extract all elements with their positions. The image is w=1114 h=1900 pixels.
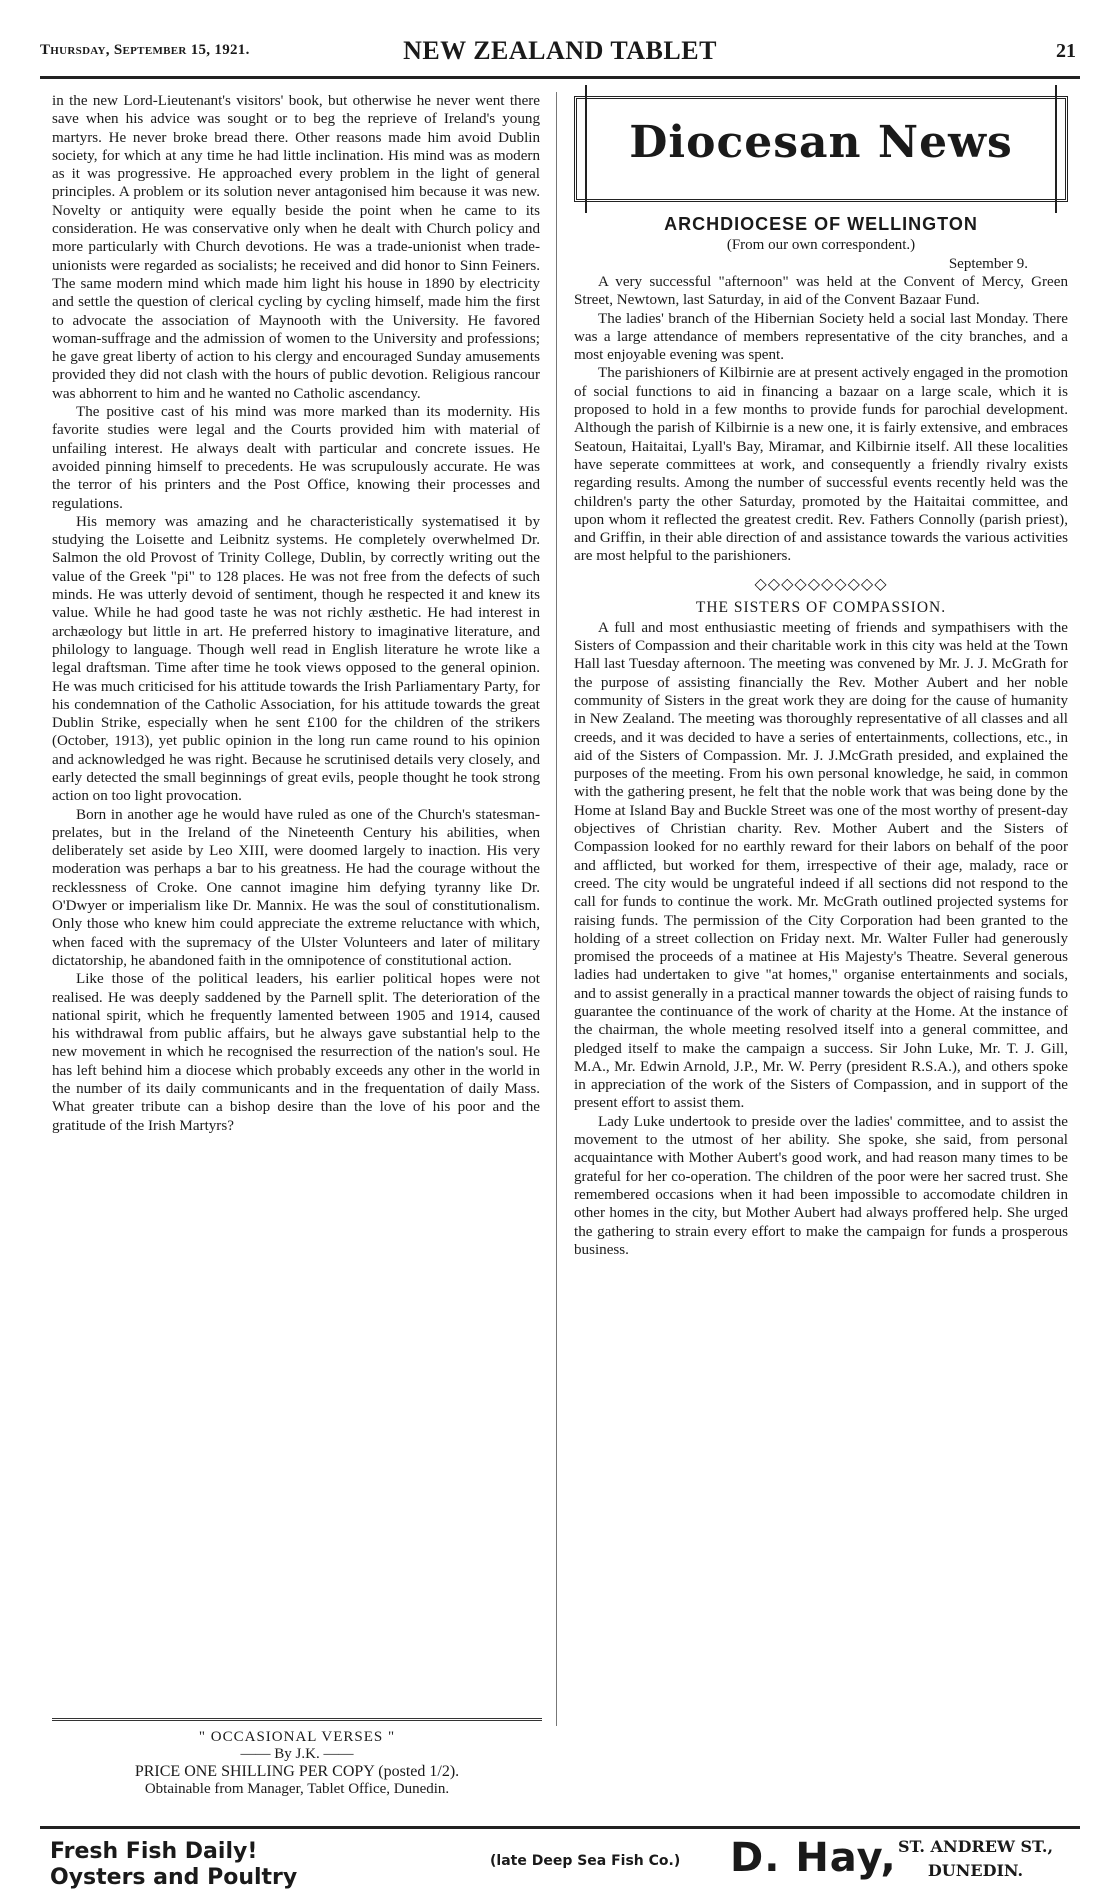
footer-line-fish: Fresh Fish Daily!: [50, 1839, 258, 1864]
advert-author: —— By J.K. ——: [240, 1746, 354, 1762]
left-column: [52, 92, 540, 1135]
news-paragraph: The ladies' branch of the Hibernian Society held a social last Monday. There was a large attendance of members representative of the city branches, and a most enjoyable evening was spent.: [574, 310, 1068, 364]
advert-title: " OCCASIONAL VERSES ": [198, 1729, 396, 1745]
column-divider: [556, 92, 557, 1726]
advert-price: PRICE ONE SHILLING PER COPY (posted 1/2).: [134, 1763, 460, 1780]
footer-city: DUNEDIN.: [927, 1861, 1024, 1880]
section-ornament: ◇◇◇◇◇◇◇◇◇◇: [754, 573, 888, 593]
newspaper-title: NEW ZEALAND TABLET: [403, 36, 717, 65]
news-paragraph: Lady Luke undertook to preside over the ladies' committee, and to assist the movement to the utmost of her ability. She spoke, she said, from personal acquaintance with Mother Aubert's good work, and had reason many times to be grateful for her co-operation. The children of the poor were her sacred trust. She remembered occasions when it had been impossible to accomodate children in other homes in the city, but Mother Aubert had always proffered help. She urged the gathering to strain every effort to make the campaign for funds a prosperous business.: [574, 1113, 1068, 1258]
diocesan-news-title: Diocesan News: [629, 117, 1013, 168]
footer-address: [898, 1835, 1053, 1883]
news-paragraph: A full and most enthusiastic meeting of friends and sympathisers with the Sisters of Compassion and their charitable work in this city was held at the Town Hall last Tuesday afternoon. The meeting was convened by Mr. J. J. McGrath for the purpose of assisting financially the Rev. Mother Aubert and her noble community of Sisters in the great work they are doing for the cause of humanity in New Zealand. The meeting was thoroughly representative of all classes and all creeds, and it was decided to have a series of entertainments, collections, etc., in aid of the Sisters of Compassion. Mr. J. J.McGrath presided, and explained the purposes of the meeting. From his own personal knowledge, he said, in common with the gathering present, he felt that the noble work that was being done by the Home at Island Bay and Buckle Street was one of the most worthy of present-day objectives of Christian charity. Rev. Mother Aubert and the Sisters of Compassion looked for no earthly reward for their labors on behalf of the poor and afflicted, but worked for them, irrespective of their age, malady, race or creed. The city would be ungrateful indeed if all sections did not respond to the call for funds to continue the work. Mr. McGrath outlined projected systems for raising funds. The permission of the City Corporation had been granted to the holding of a street collection on Friday next. Mr. Walter Fuller had generously promised the proceeds of a matinee at His Majesty's Theatre. Several generous ladies had undertaken to give "at homes," organise entertainments and socials, and to assist generally in a practical manner towards the object of raising funds to guarantee the continuance of the work of charity at the Home. At the instance of the chairman, the whole meeting resolved itself into a general committee, and pledged itself to make the campaign a success. Sir John Luke, Mr. T. J. Gill, M.A., Mr. Edwin Arnold, J.P., Mr. W. Perry (president R.S.A.), and others spoke in appreciation of the work of the Sisters of Compassion, and in support of the present effort to assist them.: [574, 619, 1068, 1112]
dateline: September 9.: [948, 256, 1028, 272]
diocesan-news-banner: [574, 96, 1068, 202]
masthead: [40, 36, 1080, 79]
footer-tagline: [50, 1839, 297, 1891]
issue-date: Thursday, September 15, 1921.: [40, 42, 250, 58]
article-paragraph: His memory was amazing and he characteristically systematised it by studying the Loisette and Leibnitz systems. He completely overwhelmed Dr. Salmon the old Provost of Trinity College, Dublin, by correctly writing out the value of the Greek "pi" to 128 places. He was not free from the defects of such minds. He was utterly devoid of sentiment, though he respected it and knew its value. While he had good taste he was not richly æsthetic. He had interest in archæology but little in art. He preferred history to imaginative literature, and philology to language. Though well read in English literature he wrote like a legal draftsman. Time after time he took views opposed to the general opinion. He was much criticised for his attitude towards the Irish Parliamentary Party, for his condemnation of the Catholic Association, for his attitude towards the great Dublin Strike, especially when he sent £100 for the children of the strikers (October, 1913), yet public opinion in the long run came round to his opinion and acknowledged he was right. Because he scrutinised details very closely, and early detected the small beginnings of great evils, people thought he took strong action on too light provocation.: [52, 513, 540, 805]
article-paragraph: Like those of the political leaders, his earlier political hopes were not realised. He was deeply saddened by the Parnell split. The deterioration of the national spirit, which he frequently lamented between 1905 and 1914, caused his withdrawal from public affairs, but he always gave substantial help to the new movement in which he recognised the resurrection of the nation's soul. He has left behind him a diocese which probably exceeds any other in the world in the number of its daily communicants and in the frequentation of daily Mass. What greater tribute can a bishop desire than the love of his poor and the gratitude of the Irish Martyrs?: [52, 971, 540, 1134]
footer-advert: [40, 1826, 1080, 1895]
footer-street: ST. ANDREW ST.,: [898, 1837, 1054, 1856]
news-paragraph: The parishioners of Kilbirnie are at present actively engaged in the promotion of social functions to aid in financing a bazaar on a large scale, which it is proposed to hold in a few months to provide funds for parochial development. Although the parish of Kilbirnie is a new one, it is fairly extensive, and embraces Seatoun, Haitaitai, Lyall's Bay, Miramar, and Kilbirnie itself. All these localities have seperate committees at work, and consequently a friendly rivalry exists regarding results. Among the number of successful events recently held was the children's party the other Saturday, promoted by the Haitaitai committee, and upon whom it reflected the greatest credit. Rev. Fathers Connolly (parish priest), and Griffin, in their able direction of and assistance towards the various activities are most helpful to the parishioners.: [574, 365, 1068, 565]
news-paragraph: A very successful "afternoon" was held at the Convent of Mercy, Green Street, Newtown, last Saturday, in aid of the Convent Bazaar Fund.: [574, 274, 1068, 309]
page-number: 21: [1056, 40, 1076, 62]
footer-business-name: D. Hay,: [730, 1835, 897, 1881]
footer-line-oysters: Oysters and Poultry: [50, 1865, 298, 1890]
article-paragraph: Born in another age he would have ruled as one of the Church's statesman-prelates, but in the Ireland of the Nineteenth Century his abilities, when deliberately set aside by Leo XIII, were doomed largely to inaction. His very moderation was perhaps a bar to his greatness. He had the courage without the recklessness of Croke. One cannot imagine him defying tyranny like Dr. O'Dwyer or imperialism like Dr. Mannix. He was the soul of constitutionalism. Only those who knew him could appreciate the extreme reluctance with which, when faced with the supremacy of the Ulster Volunteers and later of military dictatorship, he abandoned faith in the omnipotence of constitutional action.: [52, 806, 540, 969]
right-column: [574, 92, 1068, 1259]
advert-obtain: Obtainable from Manager, Tablet Office, Dunedin.: [144, 1781, 450, 1797]
occasional-verses-advert: [52, 1718, 542, 1798]
sisters-heading: THE SISTERS OF COMPASSION.: [695, 598, 947, 616]
article-paragraph: The positive cast of his mind was more marked than its modernity. His favorite studies were legal and the Courts provided him with material of unfailing interest. He always dealt with particular and concrete issues. He avoided pinning himself to precedents. He was scrupulously accurate. He was the terror of his printers and the Post Office, knowing their processes and regulations.: [52, 404, 540, 512]
article-paragraph: in the new Lord-Lieutenant's visitors' book, but otherwise he never went there save when his advice was sought or to beg the reprieve of Ireland's young martyrs. He never broke bread there. Other reasons made him avoid Dublin society, for which at any time he had little inclination. His mind was as modern as it was progressive. He approached every problem in the light of general principles. A problem or its solution never antagonised him because it was new. Novelty or antiquity were equally beside the point when he came to its consideration. He was conservative only when he dealt with Church policy and more particularly with Church devotions. He was a trade-unionist when trade-unionists were regarded as socialists; he received and did honor to Sinn Feiners. The same modern mind which made him light his house in 1890 by electricity and settle the question of clerical cycling by cycling himself, made him the first to advocate the association of Maynooth with the University. He favored woman-suffrage and the admission of women to the University and professions; he gave great liberty of action to his clergy and encouraged Sunday amusements provided they did not clash with the hours of public devotion. Religious rancour was abhorrent to him and he wanted no Catholic ascendancy.: [52, 93, 540, 402]
correspondent-note: (From our own correspondent.): [726, 237, 916, 253]
footer-former-name: (late Deep Sea Fish Co.): [490, 1853, 681, 1869]
section-heading: ARCHDIOCESE OF WELLINGTON: [664, 214, 978, 234]
